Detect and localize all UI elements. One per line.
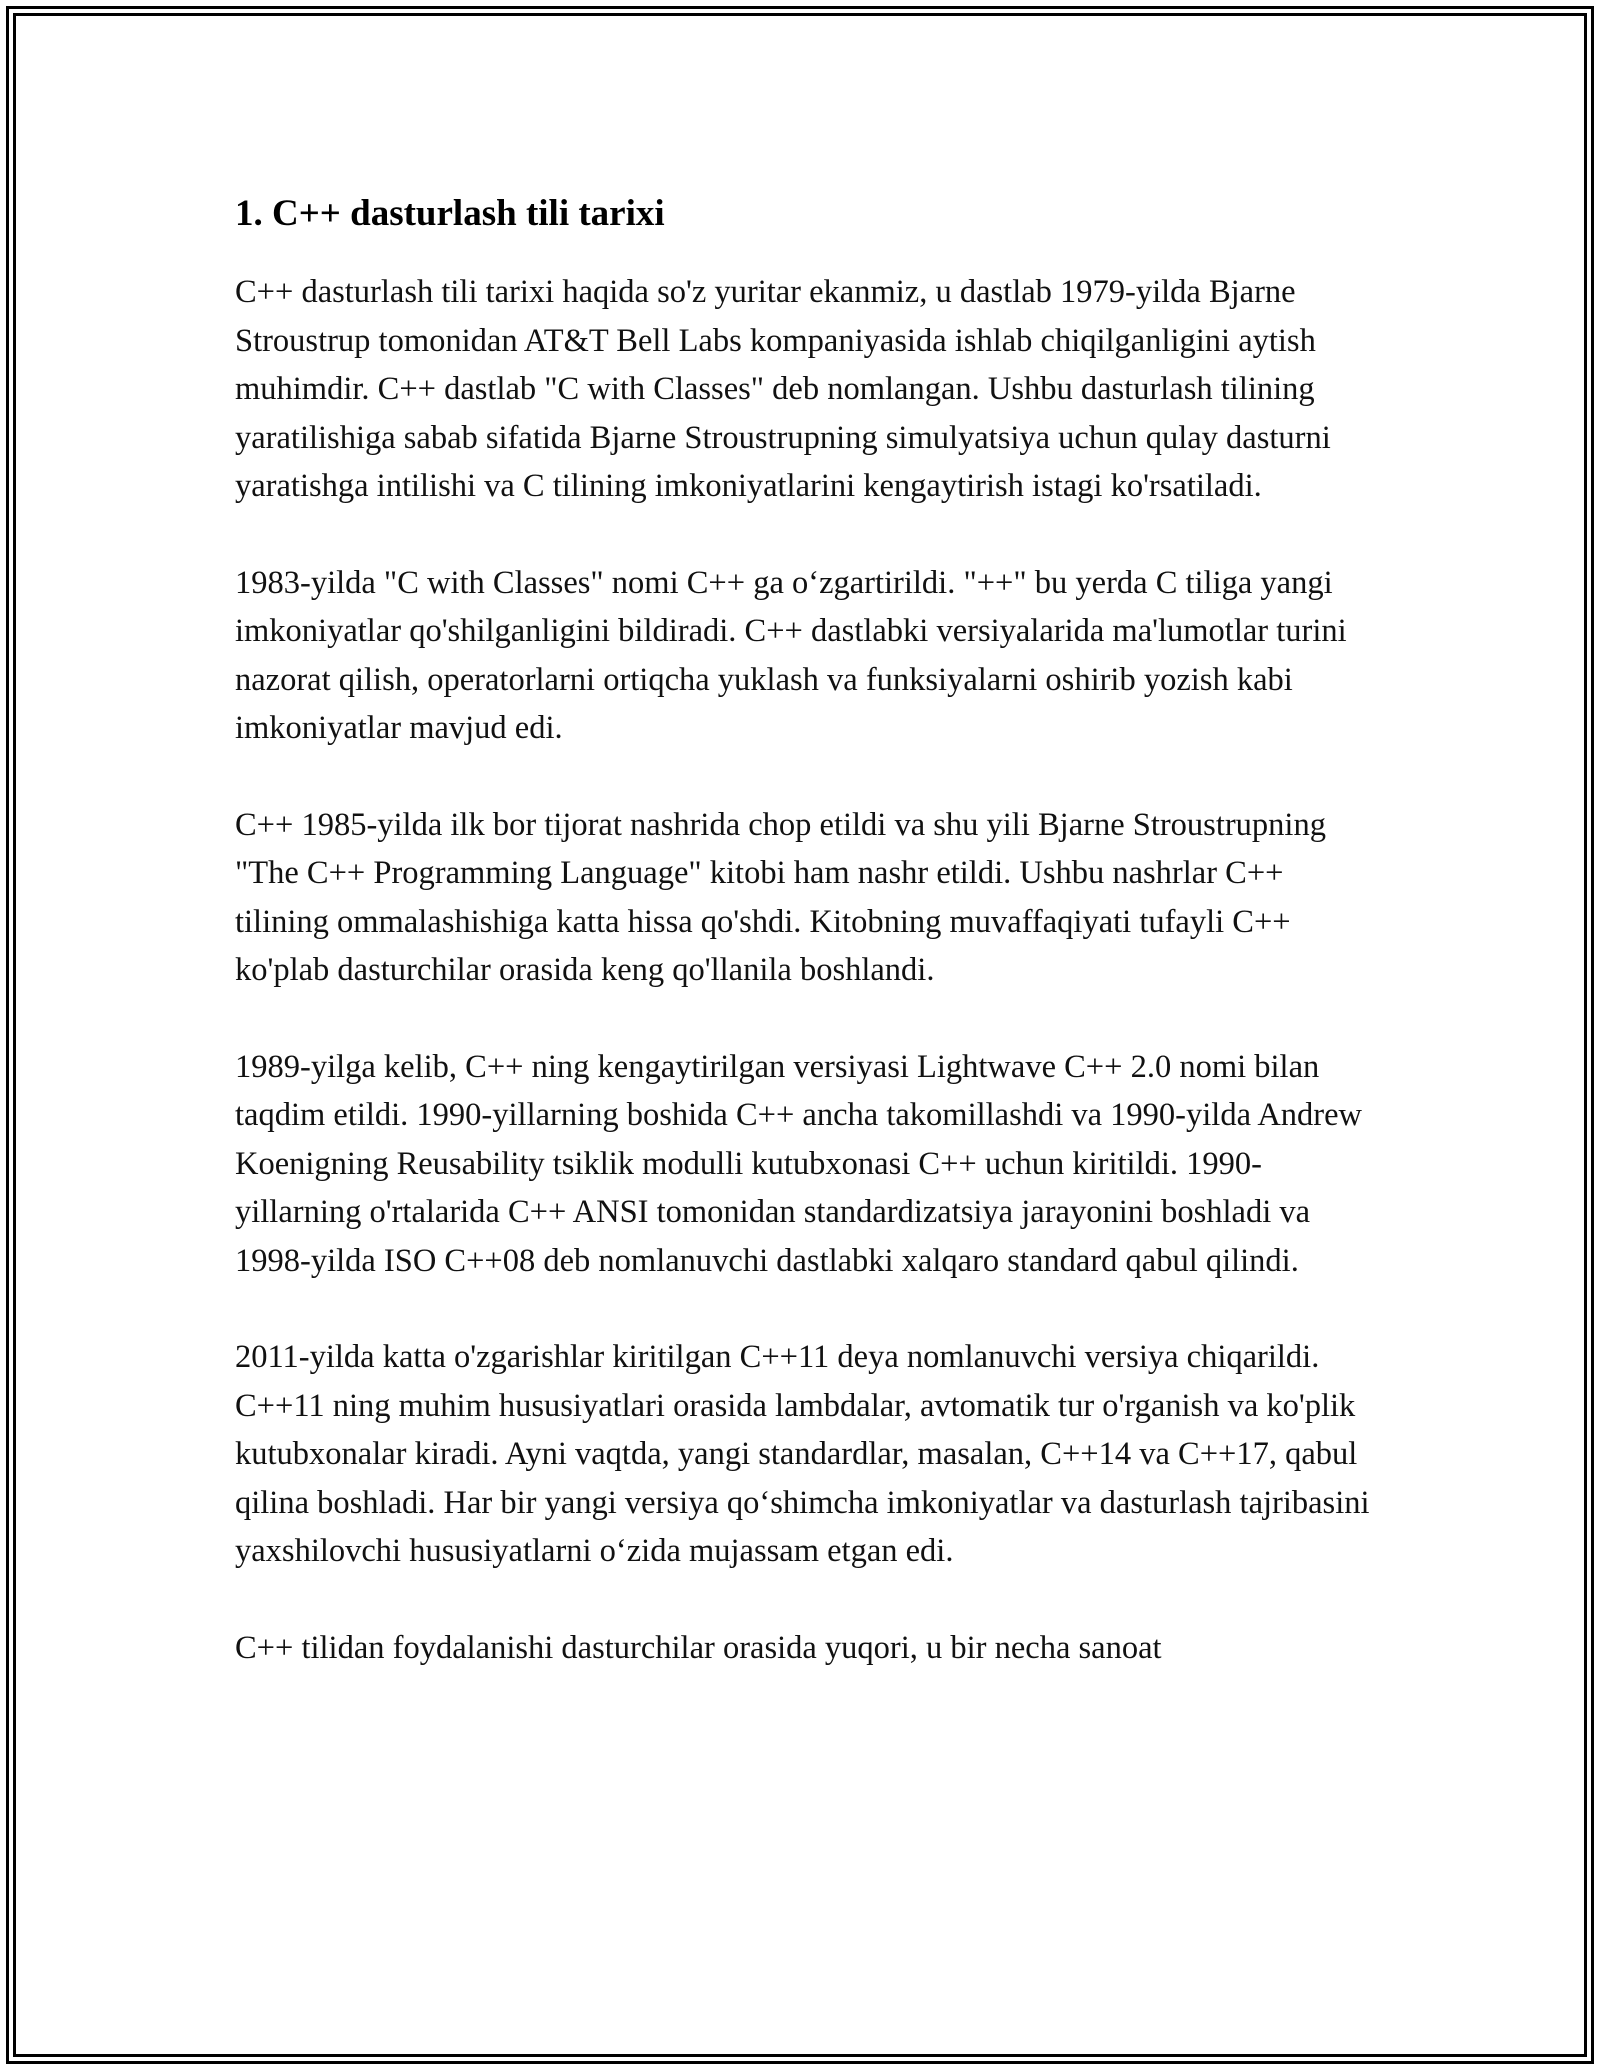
paragraph-intro: C++ dasturlash tili tarixi haqida so'z yuritar ekanmiz, u dastlab 1979-yilda Bjarne Stroustrup tomonidan AT&T Bell Labs kompaniyasida ishlab chiqilganligini aytish muhimdir. C++ dastlab "C with Classes" deb nomlangan. Ushbu dasturlash tilining yaratilishiga sabab sifatida Bjarne Stroustrupning simulyatsiya uchun qulay dasturni yaratishga intilishi va C tilining imkoniyatlarini kengaytirish istagi ko'rsatiladi. xyxy=(235,274,1331,504)
paragraph-1985: C++ 1985-yilda ilk bor tijorat nashrida chop etildi va shu yili Bjarne Stroustrupning "The C++ Programming Language" kitobi ham nashr etildi. Ushbu nashrlar C++ tilining ommalashishiga katta hissa qo'shdi. Kitobning muvaffaqiyati tufayli C++ ko'plab dasturchilar orasida keng qo'llanila boshlandi. xyxy=(235,806,1326,988)
paragraph-1989: 1989-yilga kelib, C++ ning kengaytirilgan versiyasi Lightwave C++ 2.0 nomi bilan taqdim etildi. 1990-yillarning boshida C++ ancha takomillashdi va 1990-yilda Andrew Koenigning Reusability tsiklik modulli kutubxonasi C++ uchun kiritildi. 1990-yillarning o'rtalarida C++ ANSI tomonidan standardizatsiya jarayonini boshladi va 1998-yilda ISO C++08 deb nomlanuvchi dastlabki xalqaro standard qabul qilindi. xyxy=(235,1048,1363,1279)
section-heading: 1. C++ dasturlash tili tarixi xyxy=(235,193,665,234)
document-body xyxy=(235,190,1375,1720)
paragraph-2011: 2011-yilda katta o'zgarishlar kiritilgan C++11 deya nomlanuvchi versiya chiqarildi. C++11 ning muhim hususiyatlari orasida lambdalar, avtomatik tur o'rganish va ko'plik kutubxonalar kiradi. Ayni vaqtda, yangi standardlar, masalan, C++14 va C++17, qabul qilina boshladi. Har bir yangi versiya qoʻshimcha imkoniyatlar va dasturlash tajribasini yaxshilovchi hususiyatlarni oʻzida mujassam etgan edi. xyxy=(235,1339,1370,1569)
paragraph-1983: 1983-yilda "C with Classes" nomi C++ ga oʻzgartirildi. "++" bu yerda C tiliga yangi imkoniyatlar qo'shilganligini bildiradi. C++ dastlabki versiyalarida ma'lumotlar turini nazorat qilish, operatorlarni ortiqcha yuklash va funksiyalarni oshirib yozish kabi imkoniyatlar mavjud edi. xyxy=(235,564,1347,746)
paragraph-usage: C++ tilidan foydalanishi dasturchilar orasida yuqori, u bir necha sanoat xyxy=(235,1629,1162,1666)
